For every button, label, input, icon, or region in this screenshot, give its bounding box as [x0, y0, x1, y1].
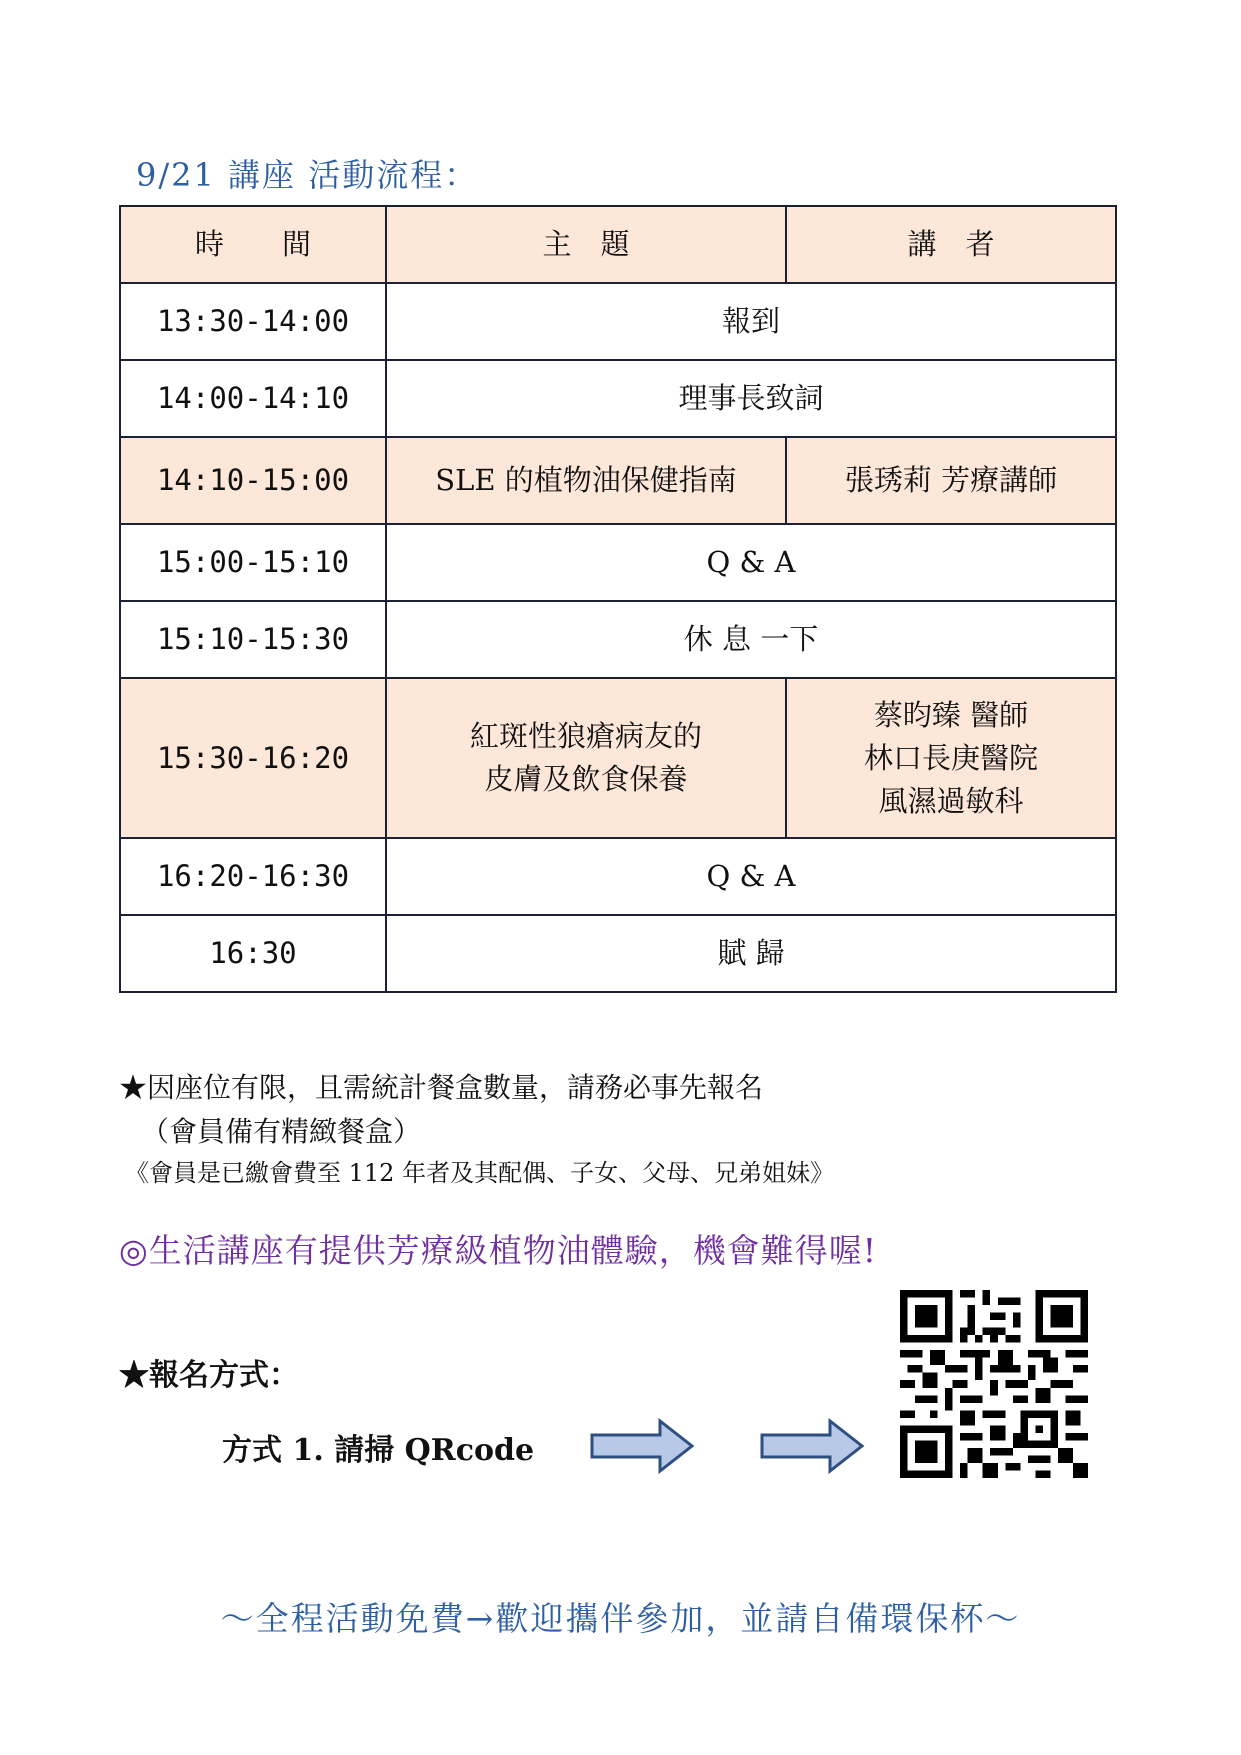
header-time: 時 間: [120, 206, 386, 283]
row-speaker-line: 蔡昀臻 醫師: [873, 697, 1029, 732]
arrow-right-icon: [760, 1418, 866, 1474]
schedule-table: [119, 205, 1117, 993]
row-topic-line: 紅斑性狼瘡病友的: [469, 719, 702, 753]
row-topic: 理事長致詞: [386, 360, 1116, 437]
registration-heading: ★報名方式：: [119, 1358, 299, 1393]
table-row: [120, 283, 1116, 360]
page-title: 9/21 講座 活動流程：: [136, 156, 479, 194]
header-speaker: 講 者: [786, 206, 1116, 283]
experience-note: ◎生活講座有提供芳療級植物油體驗，機會難得喔!: [119, 1231, 878, 1270]
row-time: 15:30-16:20: [120, 678, 386, 838]
row-topic: Q & A: [386, 838, 1116, 915]
table-row: [120, 838, 1116, 915]
row-topic: [386, 678, 786, 838]
row-time: 14:10-15:00: [120, 437, 386, 524]
table-row: [120, 437, 1116, 524]
note-membership: 《會員是已繳會費至 112 年者及其配偶、子女、父母、兄弟姐妹》: [125, 1159, 835, 1187]
footer-note: ～全程活動免費→歡迎攜伴參加，並請自備環保杯～: [220, 1599, 1021, 1638]
row-topic: 報到: [386, 283, 1116, 360]
notes-block: [119, 1065, 834, 1193]
row-speaker-line: 林口長庚醫院: [863, 740, 1038, 775]
row-topic: SLE 的植物油保健指南: [386, 437, 786, 524]
row-topic: 賦 歸: [386, 915, 1116, 992]
table-row: [120, 678, 1116, 838]
row-speaker: 張琇莉 芳療講師: [786, 437, 1116, 524]
row-time: 16:30: [120, 915, 386, 992]
qr-code[interactable]: [900, 1290, 1088, 1478]
row-time: 16:20-16:30: [120, 838, 386, 915]
arrow-right-icon: [590, 1418, 696, 1474]
row-topic-line: 皮膚及飲食保養: [484, 762, 688, 796]
row-time: 15:10-15:30: [120, 601, 386, 678]
row-topic: 休 息 一下: [386, 601, 1116, 678]
table-row: [120, 915, 1116, 992]
row-time: 13:30-14:00: [120, 283, 386, 360]
note-seating: ★因座位有限，且需統計餐盒數量，請務必事先報名: [119, 1071, 764, 1104]
table-row: [120, 601, 1116, 678]
row-topic: Q & A: [386, 524, 1116, 601]
row-time: 15:00-15:10: [120, 524, 386, 601]
table-header-row: [120, 206, 1116, 283]
row-speaker: [786, 678, 1116, 838]
table-row: [120, 524, 1116, 601]
registration-method-1: 方式 1. 請掃 QRcode: [222, 1433, 535, 1468]
note-meal: （會員備有精緻餐盒）: [141, 1115, 422, 1148]
row-time: 14:00-14:10: [120, 360, 386, 437]
row-speaker-line: 風濕過敏科: [878, 783, 1024, 818]
header-topic: 主 題: [386, 206, 786, 283]
table-row: [120, 360, 1116, 437]
